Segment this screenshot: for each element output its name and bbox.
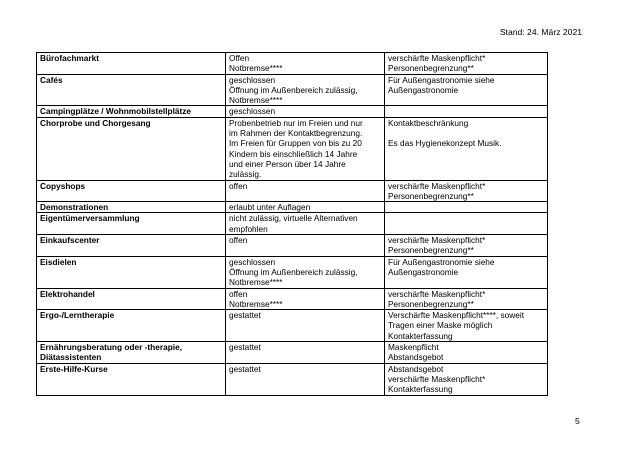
category-cell: Eigentümerversammlung — [37, 213, 226, 235]
notes-cell: verschärfte Maskenpflicht* Personenbegrenzung** — [385, 180, 548, 202]
category-cell: Bürofachmarkt — [37, 53, 226, 75]
notes-cell: verschärfte Maskenpflicht* Personenbegrenzung** — [385, 288, 548, 310]
category-cell: Campingplätze / Wohnmobilstellplätze — [37, 106, 226, 117]
notes-cell: verschärfte Maskenpflicht* Personenbegrenzung** — [385, 235, 548, 257]
category-cell: Copyshops — [37, 180, 226, 202]
status-cell: gestattet — [226, 363, 385, 395]
table-row — [37, 213, 548, 235]
table-row — [37, 235, 548, 257]
status-cell: Probenbetrieb nur im Freien und nur im Rahmen der Kontaktbegrenzung. Im Freien für Gruppen von bis zu 20 Kindern bis einschließlich 14 Jahre und einer Person über 14 Jahre zulässig. — [226, 117, 385, 180]
table-row — [37, 74, 548, 106]
status-cell: offen Notbremse**** — [226, 288, 385, 310]
notes-cell — [385, 106, 548, 117]
table-row — [37, 310, 548, 342]
rules-table-body — [37, 53, 548, 396]
category-cell: Eisdielen — [37, 256, 226, 288]
status-cell: Offen Notbremse**** — [226, 53, 385, 75]
category-cell: Erste-Hilfe-Kurse — [37, 363, 226, 395]
status-cell: offen — [226, 180, 385, 202]
status-cell: gestattet — [226, 342, 385, 364]
status-cell: gestattet — [226, 310, 385, 342]
notes-cell: Verschärfte Maskenpflicht****, soweit Tragen einer Maske möglich Kontakterfassung — [385, 310, 548, 342]
notes-cell: verschärfte Maskenpflicht* Personenbegrenzung** — [385, 53, 548, 75]
category-cell: Einkaufscenter — [37, 235, 226, 257]
table-row — [37, 106, 548, 117]
category-cell: Elektrohandel — [37, 288, 226, 310]
page-number: 5 — [575, 416, 580, 426]
notes-cell: Kontaktbeschränkung Es das Hygienekonzept Musik. — [385, 117, 548, 180]
notes-cell: Abstandsgebot verschärfte Maskenpflicht* Kontakterfassung — [385, 363, 548, 395]
table-row — [37, 117, 548, 180]
category-cell: Ernährungsberatung oder -therapie, Diätassistenten — [37, 342, 226, 364]
table-row — [37, 180, 548, 202]
category-cell: Chorprobe und Chorgesang — [37, 117, 226, 180]
table-row — [37, 256, 548, 288]
status-cell: erlaubt unter Auflagen — [226, 202, 385, 213]
status-cell: geschlossen Öffnung im Außenbereich zulässig, Notbremse**** — [226, 256, 385, 288]
notes-cell — [385, 202, 548, 213]
table-row — [37, 53, 548, 75]
notes-cell: Maskenpflicht Abstandsgebot — [385, 342, 548, 364]
notes-cell: Für Außengastronomie siehe Außengastronomie — [385, 74, 548, 106]
notes-cell — [385, 213, 548, 235]
table-row — [37, 363, 548, 395]
status-cell: geschlossen — [226, 106, 385, 117]
status-cell: nicht zulässig, virtuelle Alternativen empfohlen — [226, 213, 385, 235]
category-cell: Cafés — [37, 74, 226, 106]
status-cell: geschlossen Öffnung im Außenbereich zulässig, Notbremse**** — [226, 74, 385, 106]
status-cell: offen — [226, 235, 385, 257]
table-row — [37, 288, 548, 310]
table-row — [37, 202, 548, 213]
notes-cell: Für Außengastronomie siehe Außengastronomie — [385, 256, 548, 288]
category-cell: Ergo-/Lerntherapie — [37, 310, 226, 342]
table-row — [37, 342, 548, 364]
stand-date: Stand: 24. März 2021 — [499, 27, 582, 37]
rules-table — [36, 52, 548, 396]
category-cell: Demonstrationen — [37, 202, 226, 213]
